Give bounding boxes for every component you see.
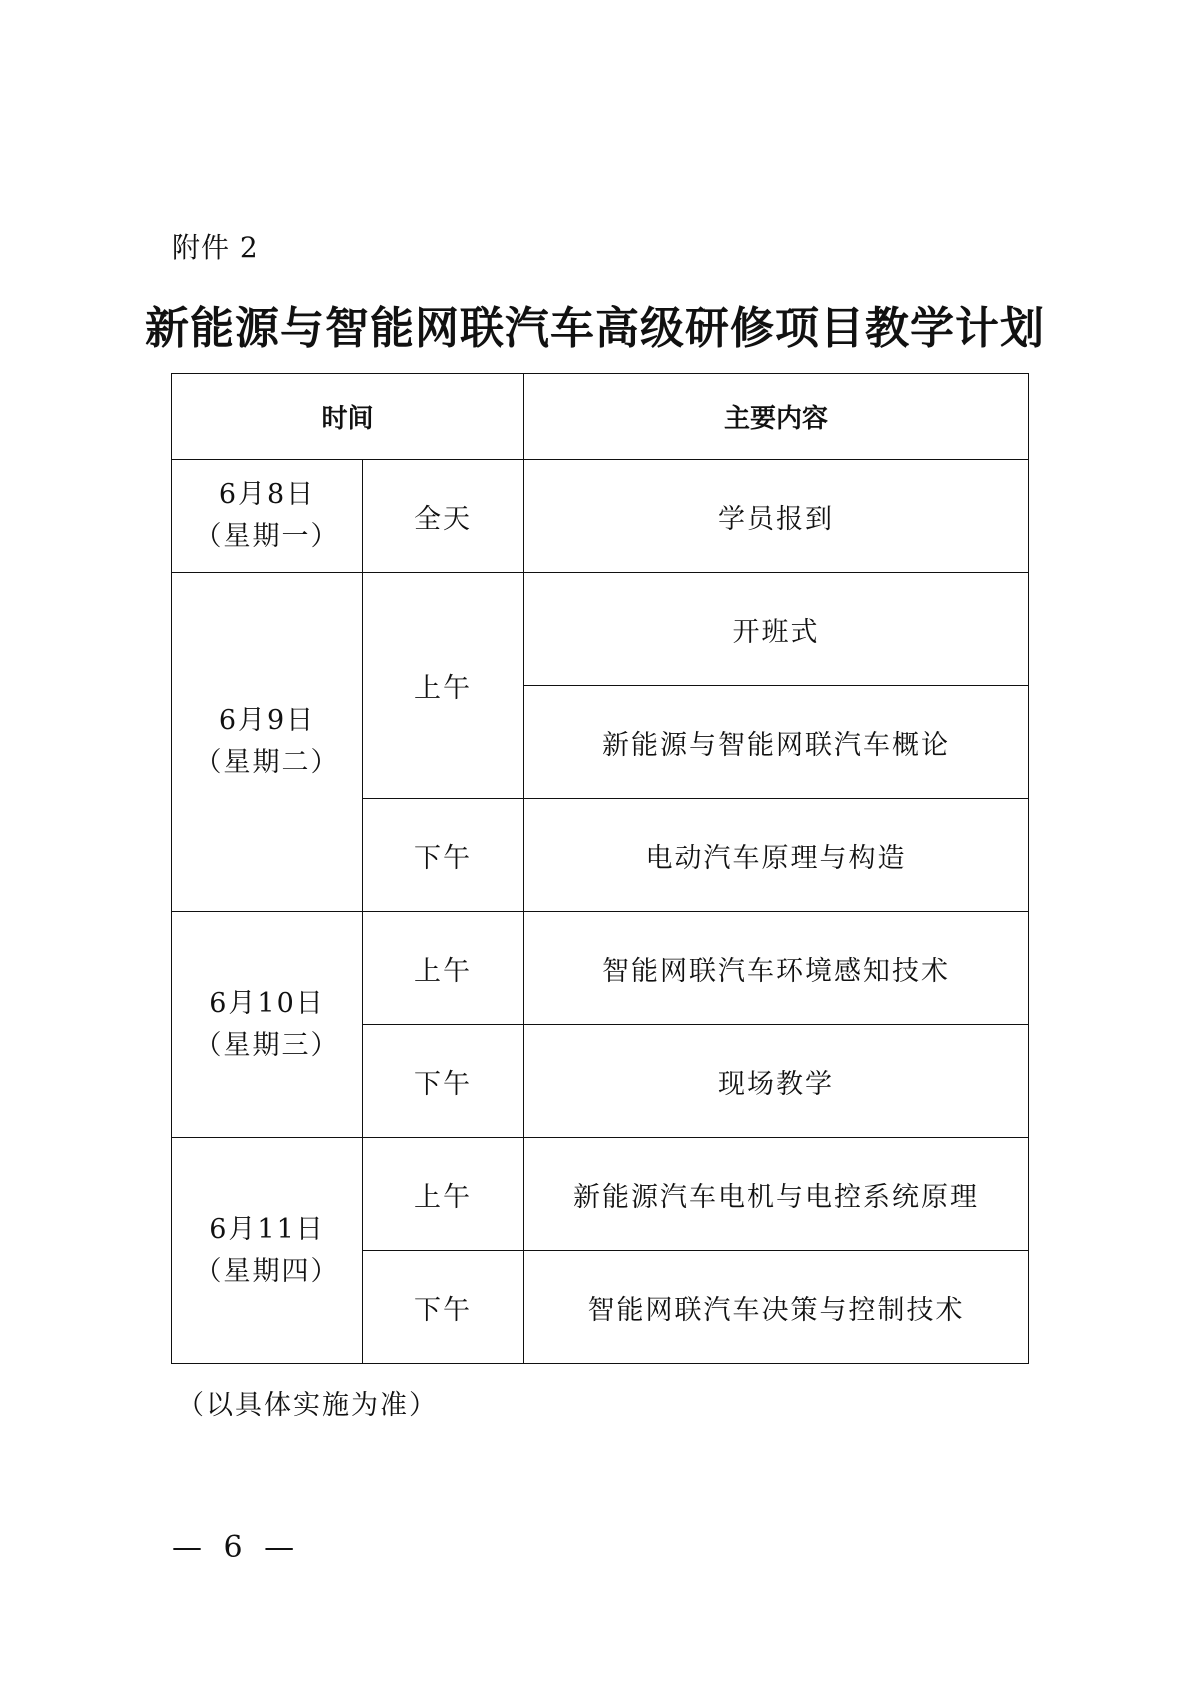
table-row bbox=[172, 573, 1029, 686]
period-cell: 上午 bbox=[363, 912, 524, 1025]
date-text: 6月8日 bbox=[218, 479, 316, 510]
table-row bbox=[172, 1138, 1029, 1251]
date-text: 6月9日 bbox=[218, 705, 316, 736]
period-cell: 下午 bbox=[363, 1025, 524, 1138]
date-cell bbox=[172, 912, 363, 1138]
content-cell: 开班式 bbox=[524, 573, 1029, 686]
content-cell: 新能源汽车电机与电控系统原理 bbox=[524, 1138, 1029, 1251]
content-cell: 智能网联汽车决策与控制技术 bbox=[524, 1251, 1029, 1364]
content-cell: 电动汽车原理与构造 bbox=[524, 799, 1029, 912]
table-row bbox=[172, 460, 1029, 573]
table-row bbox=[172, 912, 1029, 1025]
weekday-text: （星期三） bbox=[194, 1029, 340, 1061]
teaching-plan-table bbox=[171, 373, 1029, 1364]
document-title: 新能源与智能网联汽车高级研修项目教学计划 bbox=[145, 303, 1045, 354]
weekday-text: （星期二） bbox=[194, 747, 340, 778]
date-text: 6月11日 bbox=[209, 1213, 325, 1245]
page-number: — 6 — bbox=[172, 1530, 301, 1565]
date-cell bbox=[172, 573, 363, 912]
header-content: 主要内容 bbox=[524, 374, 1029, 460]
date-cell bbox=[172, 1138, 363, 1364]
period-cell: 下午 bbox=[363, 1251, 524, 1364]
period-cell: 下午 bbox=[363, 799, 524, 912]
weekday-text: （星期四） bbox=[194, 1255, 340, 1287]
period-cell: 上午 bbox=[363, 573, 524, 799]
period-cell: 全天 bbox=[363, 460, 524, 573]
date-text: 6月10日 bbox=[209, 987, 325, 1019]
content-cell: 新能源与智能网联汽车概论 bbox=[524, 686, 1029, 799]
weekday-text: （星期一） bbox=[194, 521, 340, 552]
footnote: （以具体实施为准） bbox=[177, 1390, 438, 1421]
attachment-label: 附件 2 bbox=[172, 231, 259, 264]
content-cell: 现场教学 bbox=[524, 1025, 1029, 1138]
content-cell: 学员报到 bbox=[524, 460, 1029, 573]
table-header-row bbox=[172, 374, 1029, 460]
header-time: 时间 bbox=[172, 374, 524, 460]
content-cell: 智能网联汽车环境感知技术 bbox=[524, 912, 1029, 1025]
date-cell bbox=[172, 460, 363, 573]
period-cell: 上午 bbox=[363, 1138, 524, 1251]
